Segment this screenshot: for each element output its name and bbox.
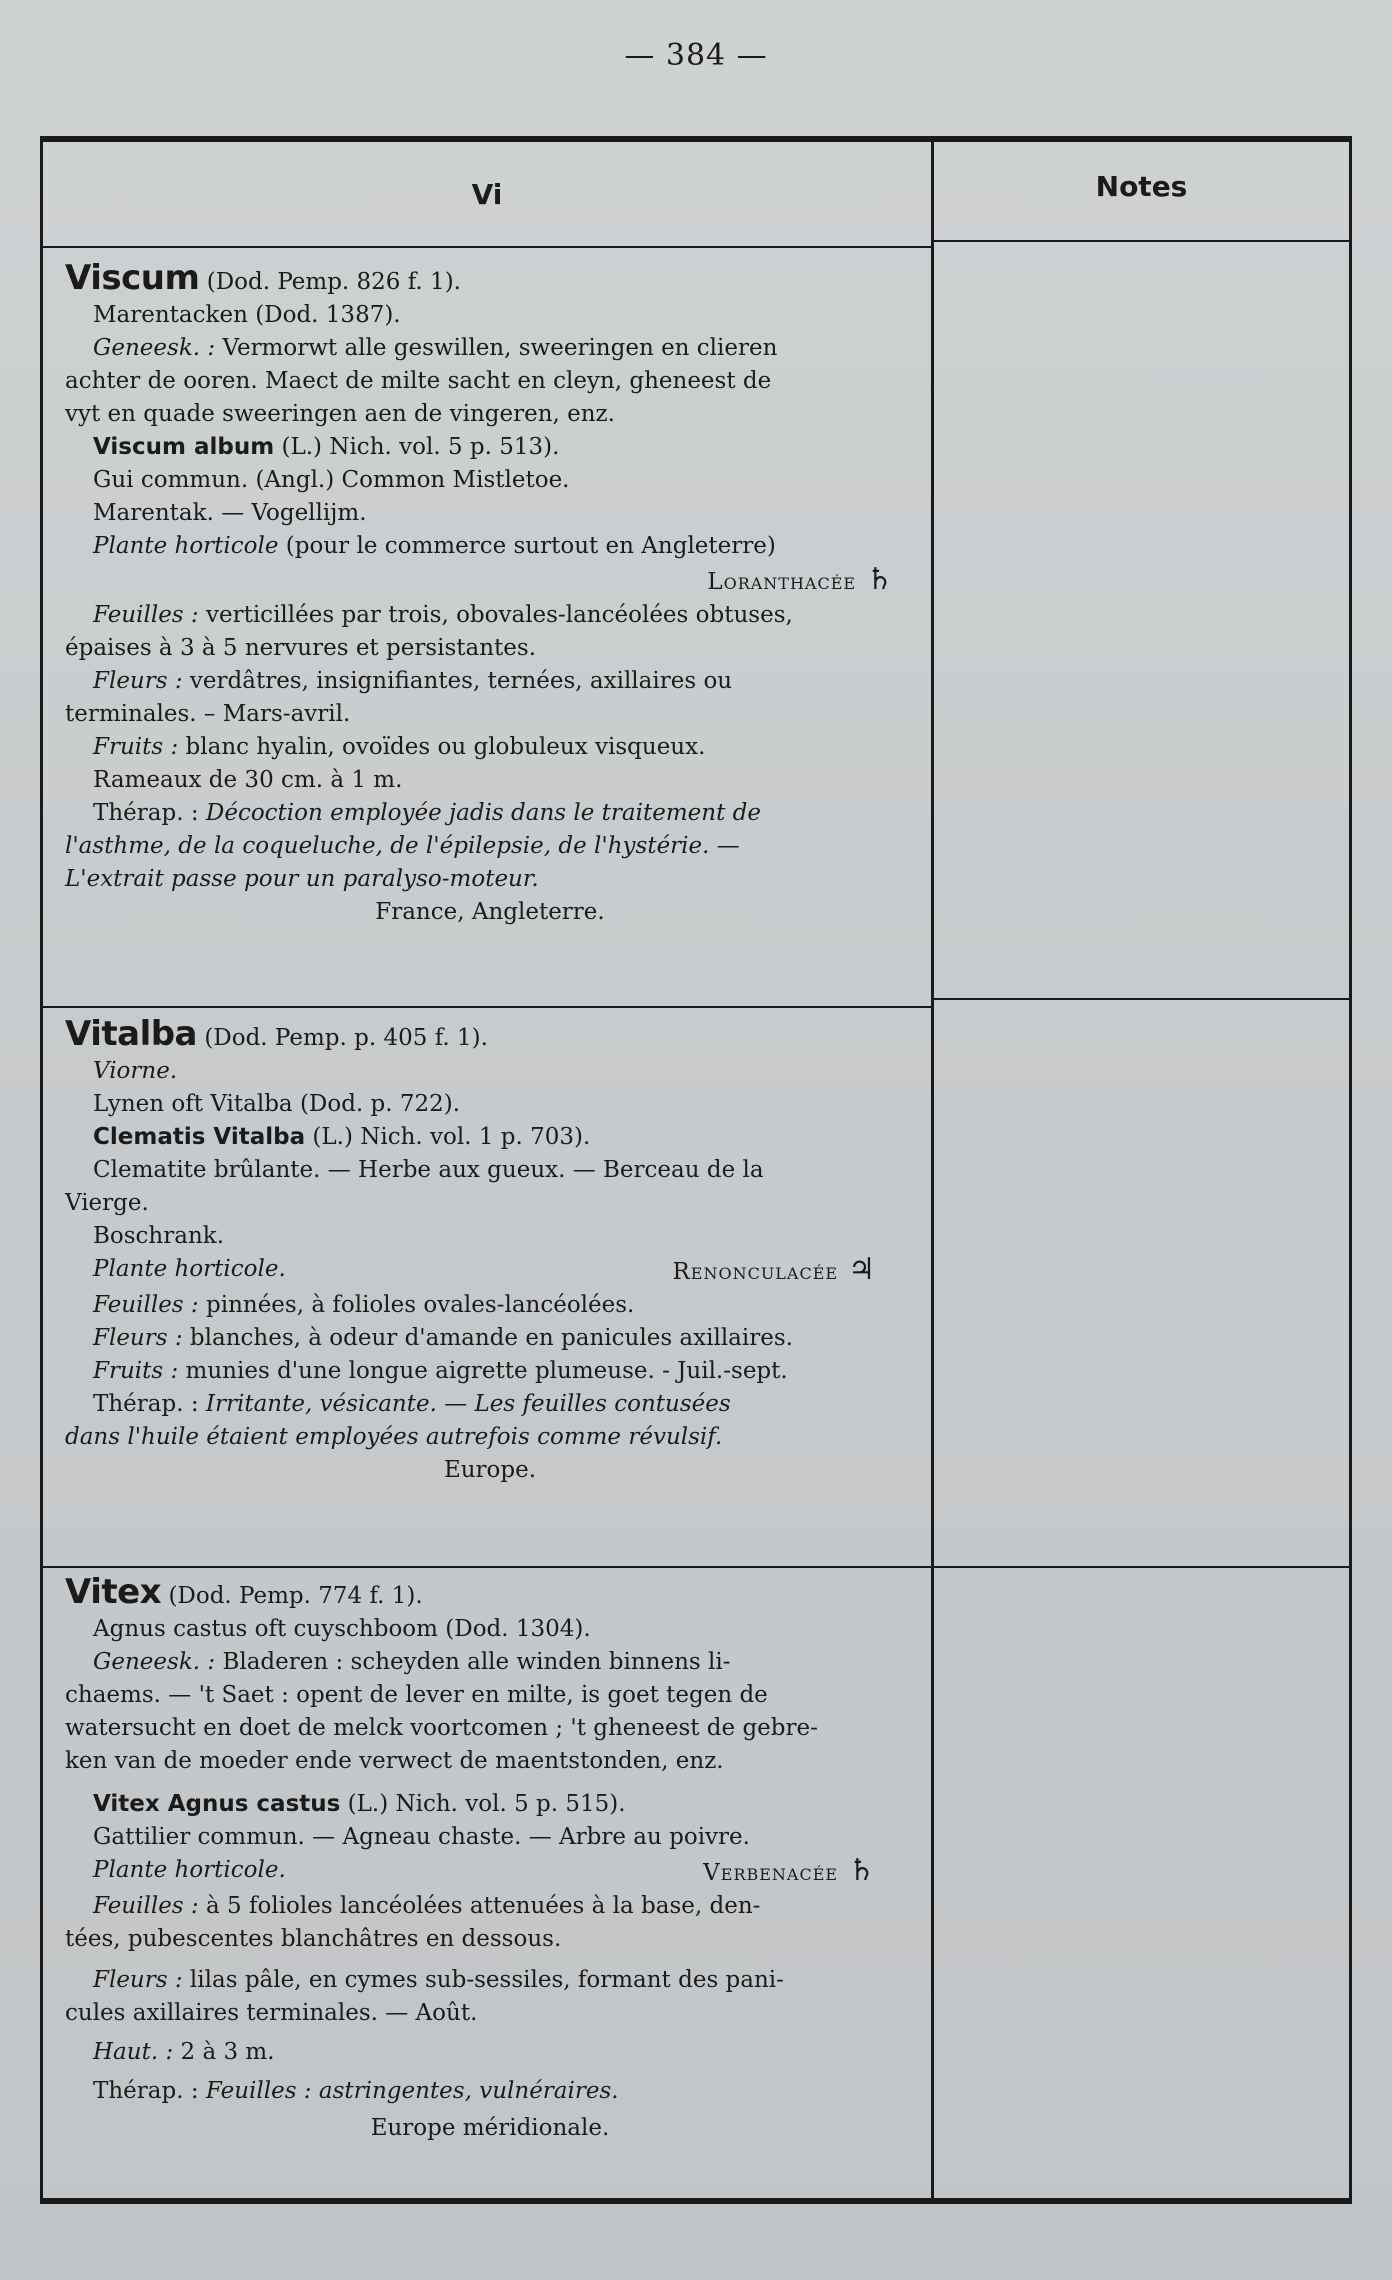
family-name: Verbenacée [703, 1860, 839, 1886]
fleurs-text: blanches, à odeur d'amande en panicules axillaires. [189, 1325, 793, 1351]
common-names: Gui commun. (Angl.) Common Mistletoe. [93, 467, 570, 493]
plante-text: (pour le commerce surtout en Angleterre) [285, 533, 776, 559]
entry-viscum [65, 258, 915, 929]
feuilles-text: verticillées par trois, obovales-lancéolées obtuses, [205, 602, 793, 628]
entry-vitex [65, 1572, 915, 2145]
label-plante: Plante horticole. [93, 1256, 286, 1282]
geneesk-text: ken van de moeder ende verwect de maentstonden, enz. [65, 1748, 724, 1774]
geneesk-text: watersucht en doet de melck voortcomen ; 't gheneest de gebre- [65, 1715, 818, 1741]
column-header-notes: Notes [1095, 170, 1188, 203]
perennial-symbol-icon: ♃ [848, 1252, 875, 1287]
fruits-text: blanc hyalin, ovoïdes ou globuleux visqueux. [185, 734, 706, 760]
rameaux-text: Rameaux de 30 cm. à 1 m. [93, 767, 403, 793]
dutch-name: Agnus castus oft cuyschboom (Dod. 1304). [93, 1616, 591, 1642]
region: France, Angleterre. [375, 899, 605, 925]
genus-name: Viscum [65, 258, 200, 298]
therap-text: Feuilles : astringentes, vulnéraires. [205, 2078, 619, 2104]
therap-text: L'extrait passe pour un paralyso-moteur. [65, 866, 539, 892]
reference: (Dod. Pemp. p. 405 f. 1). [204, 1025, 488, 1051]
therap-text: Irritante, vésicante. — Les feuilles contusées [205, 1391, 731, 1417]
label-fleurs: Fleurs : [93, 668, 183, 694]
reference: (Dod. Pemp. 826 f. 1). [206, 269, 461, 295]
shrub-symbol-icon: ♄ [866, 562, 893, 597]
species-name: Viscum album [93, 434, 275, 460]
feuilles-text: épaises à 3 à 5 nervures et persistantes. [65, 635, 537, 661]
fleurs-text: terminales. – Mars-avril. [65, 701, 351, 727]
therap-text: Décoction employée jadis dans le traitement de [205, 800, 761, 826]
feuilles-text: à 5 folioles lancéolées attenuées à la base, den- [205, 1893, 761, 1919]
common-names: Gattilier commun. — Agneau chaste. — Arbre au poivre. [93, 1824, 750, 1850]
label-fleurs: Fleurs : [93, 1325, 183, 1351]
dutch-name: Lynen oft Vitalba (Dod. p. 722). [93, 1091, 461, 1117]
fruits-text: munies d'une longue aigrette plumeuse. - Juil.-sept. [185, 1358, 788, 1384]
page-number: — 384 — [624, 38, 768, 73]
label-geneesk: Geneesk. : [93, 335, 216, 361]
region: Europe méridionale. [370, 2115, 610, 2141]
column-header-vi: Vi [471, 178, 503, 211]
header-rule-left [43, 246, 931, 248]
species-reference: (L.) Nich. vol. 5 p. 513). [281, 434, 560, 460]
entry-rule [43, 1566, 931, 1568]
common-names: Vierge. [65, 1190, 149, 1216]
label-plante: Plante horticole. [93, 1857, 286, 1883]
label-therap: Thérap. : [93, 800, 199, 826]
feuilles-text: tées, pubescentes blanchâtres en dessous. [65, 1926, 562, 1952]
region: Europe. [443, 1457, 537, 1483]
feuilles-text: pinnées, à folioles ovales-lancéolées. [205, 1292, 635, 1318]
haut-text: 2 à 3 m. [180, 2039, 275, 2065]
geneesk-text: achter de ooren. Maect de milte sacht en cleyn, gheneest de [65, 368, 772, 394]
species-reference: (L.) Nich. vol. 1 p. 703). [312, 1124, 591, 1150]
species-name: Clematis Vitalba [93, 1124, 306, 1150]
label-geneesk: Geneesk. : [93, 1649, 216, 1675]
common-names: Marentak. — Vogellijm. [93, 500, 367, 526]
table-frame [40, 136, 1352, 2204]
geneesk-text: Vermorwt alle geswillen, sweeringen en clieren [222, 335, 778, 361]
shrub-symbol-icon: ♄ [848, 1853, 875, 1888]
therap-text: l'asthme, de la coqueluche, de l'épilepsie, de l'hystérie. — [65, 833, 740, 859]
geneesk-text: chaems. — 't Saet : opent de lever en milte, is goet tegen de [65, 1682, 768, 1708]
fleurs-text: verdâtres, insignifiantes, ternées, axillaires ou [189, 668, 733, 694]
label-fleurs: Fleurs : [93, 1967, 183, 1993]
genus-name: Vitalba [65, 1014, 198, 1054]
common-names: Boschrank. [93, 1223, 225, 1249]
common-names: Clematite brûlante. — Herbe aux gueux. — Berceau de la [93, 1157, 764, 1183]
header-rule-right [934, 240, 1349, 242]
french-name: Viorne. [93, 1058, 178, 1084]
therap-text: dans l'huile étaient employées autrefois comme révulsif. [65, 1424, 723, 1450]
label-feuilles: Feuilles : [93, 1292, 199, 1318]
label-therap: Thérap. : [93, 2078, 199, 2104]
label-plante: Plante horticole [93, 533, 279, 559]
entry-rule [43, 1006, 931, 1008]
entry-vitalba [65, 1014, 915, 1487]
species-reference: (L.) Nich. vol. 5 p. 515). [347, 1791, 626, 1817]
label-haut: Haut. : [93, 2039, 174, 2065]
label-feuilles: Feuilles : [93, 1893, 199, 1919]
genus-name: Vitex [65, 1572, 162, 1612]
label-feuilles: Feuilles : [93, 602, 199, 628]
reference: (Dod. Pemp. 774 f. 1). [168, 1583, 423, 1609]
dutch-name: Marentacken (Dod. 1387). [93, 302, 401, 328]
family-name: Renonculacée [672, 1259, 839, 1285]
label-fruits: Fruits : [93, 734, 179, 760]
fleurs-text: lilas pâle, en cymes sub-sessiles, formant des pani- [189, 1967, 784, 1993]
notes-rule [934, 1566, 1349, 1568]
geneesk-text: vyt en quade sweeringen aen de vingeren, enz. [65, 401, 615, 427]
label-fruits: Fruits : [93, 1358, 179, 1384]
species-name: Vitex Agnus castus [93, 1791, 341, 1817]
fleurs-text: cules axillaires terminales. — Août. [65, 2000, 478, 2026]
family-name: Loranthacée [707, 569, 857, 595]
label-therap: Thérap. : [93, 1391, 199, 1417]
notes-rule [934, 998, 1349, 1000]
column-divider [931, 142, 934, 2198]
geneesk-text: Bladeren : scheyden alle winden binnens li- [222, 1649, 731, 1675]
